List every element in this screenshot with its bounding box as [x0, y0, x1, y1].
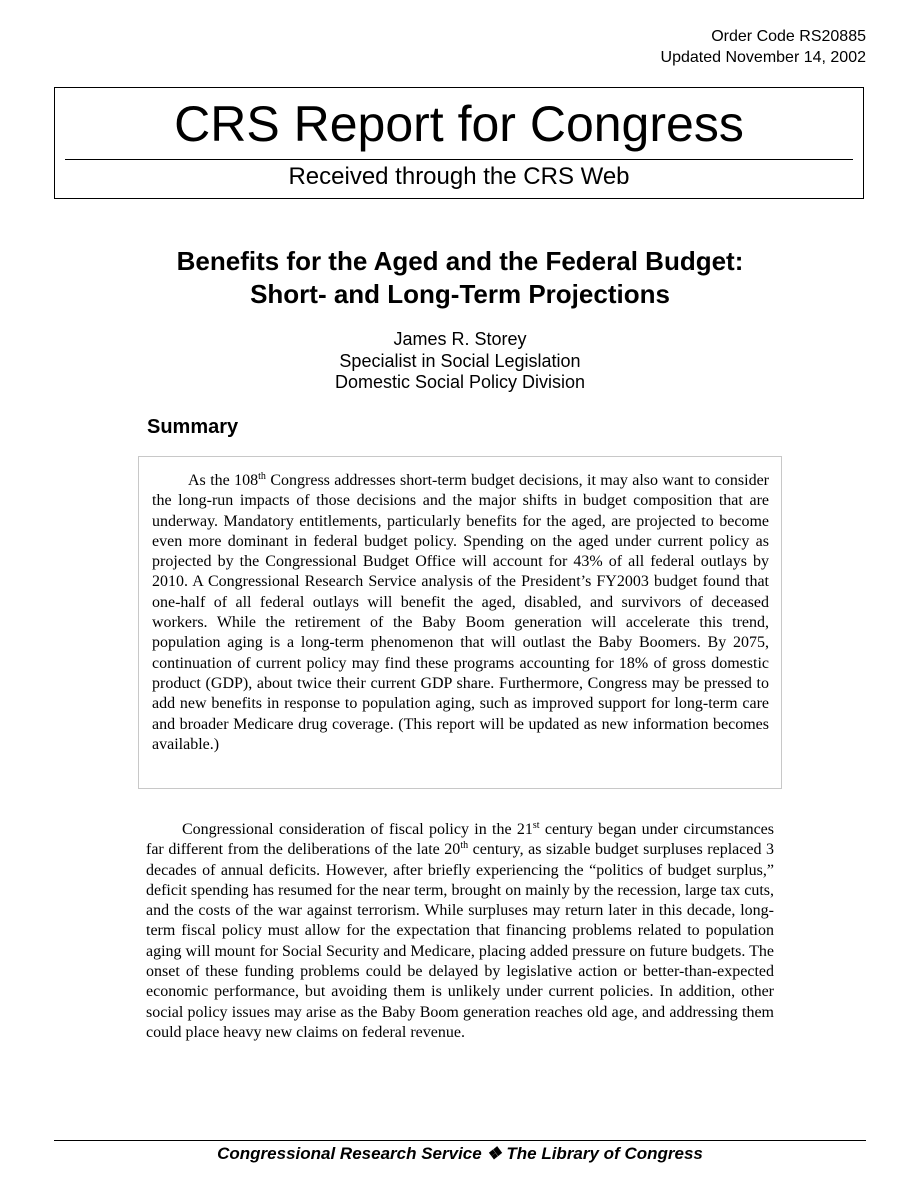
summary-text-start: As the 108: [188, 472, 259, 489]
banner-subtitle: Received through the CRS Web: [288, 163, 630, 190]
report-banner: [54, 87, 864, 199]
summary-box: [138, 456, 782, 789]
updated-date: Updated November 14, 2002: [660, 49, 866, 66]
body-text-part1: Congressional consideration of fiscal policy in the 21: [182, 821, 533, 838]
author-division: Domestic Social Policy Division: [334, 372, 586, 392]
banner-divider: [65, 159, 853, 160]
order-code: Order Code RS20885: [711, 28, 866, 45]
summary-ordinal-suffix: th: [258, 471, 266, 482]
body-text-part3: century, as sizable budget surpluses replaced 3 decades of annual deficits. However, after briefly experiencing the “politics of budget surplus,” deficit spending has resumed for the near term, brought on mainly by the recession, large tax cuts, and the costs of the war against terrorism. While surpluses may return later in this decade, long-term fiscal policy must allow for the expectation that financing problems related to population aging will mount for Social Security and Medicare, placing added pressure on future budgets. The onset of these funding problems could be delayed by legislative action or better-than-expected economic performance, but avoiding them is unlikely under current policies. In addition, other social policy issues may arise as the Baby Boom generation reaches old age, and addressing them could place heavy new claims on federal revenue.: [146, 841, 774, 1041]
body-ordinal-suffix-2: th: [460, 840, 469, 852]
banner-title: CRS Report for Congress: [174, 96, 744, 152]
author-block: [0, 329, 920, 394]
footer-divider: [54, 1140, 866, 1141]
report-title-line2: Short- and Long-Term Projections: [250, 279, 670, 309]
body-paragraph: [146, 820, 774, 1043]
report-title: [60, 245, 860, 311]
author-position: Specialist in Social Legislation: [339, 350, 581, 371]
body-ordinal-suffix-1: st: [532, 820, 540, 831]
order-info: [661, 26, 866, 68]
summary-paragraph: [152, 471, 769, 755]
footer-text: Congressional Research Service ❖ The Library of Congress: [217, 1144, 703, 1163]
report-title-line1: Benefits for the Aged and the Federal Budget:: [176, 246, 744, 276]
body-text-part2: century began under circumstances far different from the deliberations of the late 20: [146, 821, 775, 859]
author-name: James R. Storey: [393, 329, 527, 349]
summary-heading: Summary: [147, 416, 239, 438]
summary-text-rest: Congress addresses short-term budget decisions, it may also want to consider the long-run impacts of those decisions and the major shifts in budget composition that are underway. Mandatory entitlements, particularly benefits for the aged, are projected to become even more dominant in federal budget policy. Spending on the aged under current policy as projected by the Congressional Budget Office will account for 43% of all federal outlays by 2010. A Congressional Research Service analysis of the President’s FY2003 budget found that one-half of all federal outlays will benefit the aged, disabled, and survivors of deceased workers. While the retirement of the Baby Boom generation will accelerate this trend, population aging is a long-term phenomenon that will outlast the Baby Boomers. By 2075, continuation of current policy may find these programs accounting for 18% of gross domestic product (GDP), about twice their current GDP share. Furthermore, Congress may be pressed to add new benefits in response to population aging, such as improved support for long-term care and broader Medicare drug coverage. (This report will be updated as new information becomes available.): [152, 472, 770, 753]
